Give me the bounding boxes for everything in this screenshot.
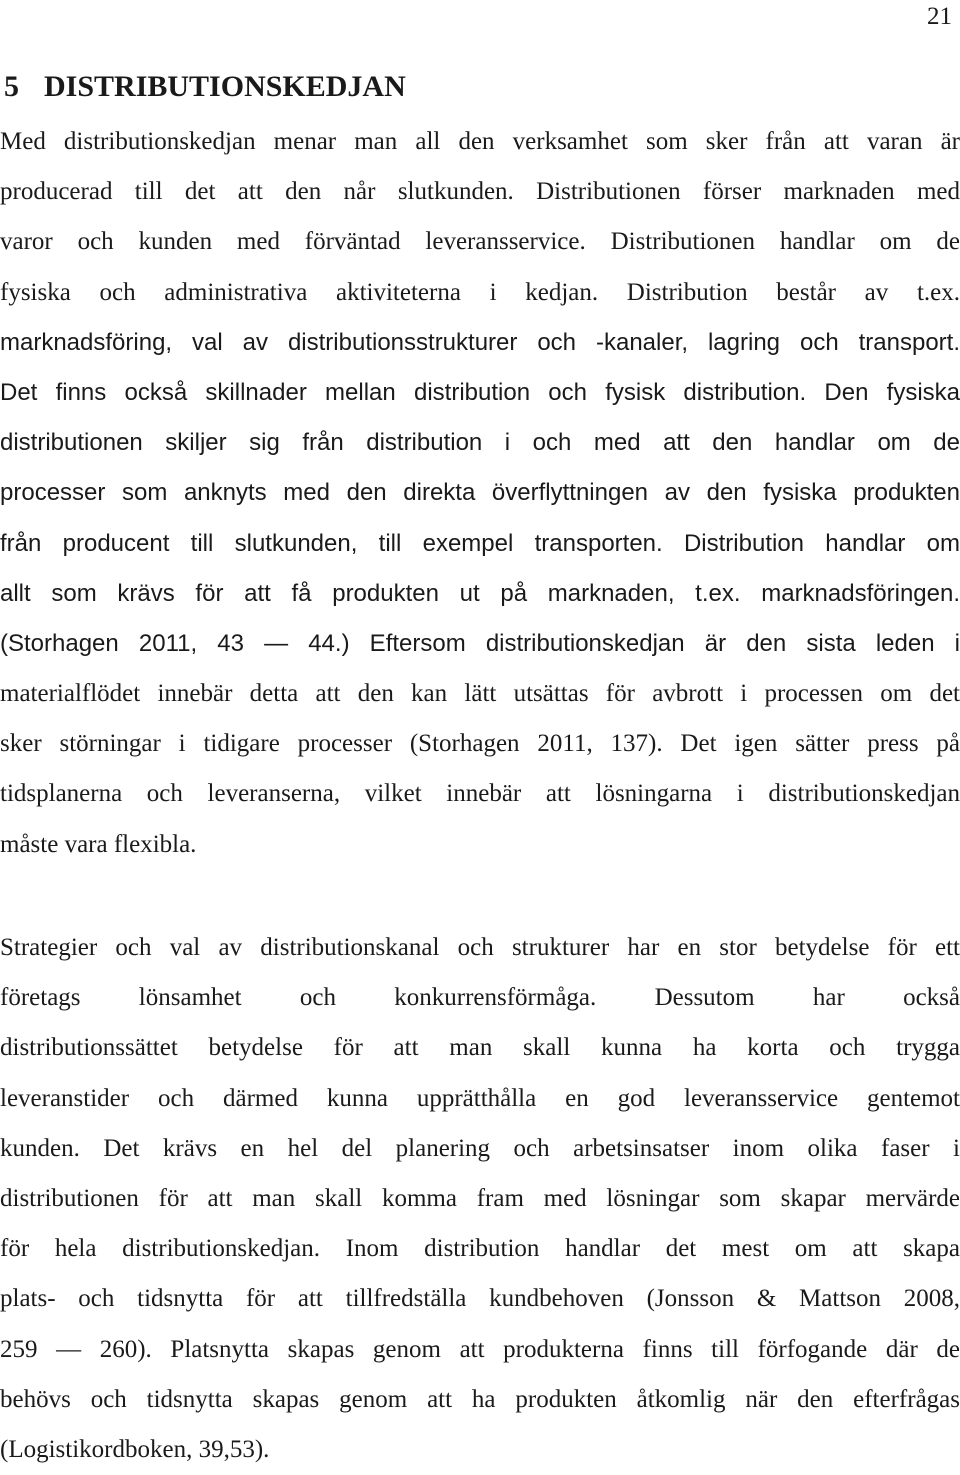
text-line: materialflödet innebär detta att den kan lätt utsättas för avbrott i processen om det — [0, 680, 960, 708]
text-line: distributionen skiljer sig från distribution i och med att den handlar om de — [0, 429, 960, 457]
text-line: Det finns också skillnader mellan distribution och fysisk distribution. Den fysiska — [0, 378, 960, 406]
text-line: Strategier och val av distributionskanal och strukturer har en stor betydelse för ett — [0, 934, 960, 961]
text-line: för hela distributionskedjan. Inom distribution handlar det mest om att skapa — [0, 1235, 960, 1263]
text-line: processer som anknyts med den direkta överflyttningen av den fysiska produkten — [0, 479, 960, 507]
text-line: marknadsföring, val av distributionsstrukturer och -kanaler, lagring och transport. — [0, 328, 960, 356]
text-line: Med distributionskedjan menar man all den verksamhet som sker från att varan är — [0, 128, 960, 155]
body-paragraph — [0, 117, 960, 870]
text-line: från producent till slutkunden, till exempel transporten. Distribution handlar om — [0, 529, 960, 557]
text-line: leveranstider och därmed kunna upprätthålla en god leveransservice gentemot — [0, 1084, 960, 1112]
section-heading — [4, 62, 406, 112]
text-line: distributionen för att man skall komma fram med lösningar som skapar mervärde — [0, 1184, 960, 1212]
text-line: kunden. Det krävs en hel del planering och arbetsinsatser inom olika faser i — [0, 1134, 960, 1162]
section-number: 5 — [4, 70, 19, 103]
text-line: 259 — 260). Platsnytta skapas genom att produkterna finns till förfogande där de — [0, 1335, 960, 1363]
text-line: tidsplanerna och leveranserna, vilket innebär att lösningarna i distributionskedjan — [0, 780, 960, 808]
text-line: distributionssättet betydelse för att man skall kunna ha korta och trygga — [0, 1034, 960, 1062]
text-line: (Storhagen 2011, 43 — 44.) Eftersom distributionskedjan är den sista leden i — [0, 629, 960, 657]
body-paragraph — [0, 923, 960, 1475]
text-line: behövs och tidsnytta skapas genom att ha produkten åtkomlig när den efterfrågas — [0, 1385, 960, 1413]
section-title: DISTRIBUTIONSKEDJAN — [44, 70, 406, 103]
text-line: (Logistikordboken, 39,53). — [0, 1435, 270, 1463]
text-line: producerad till det att den når slutkunden. Distributionen förser marknaden med — [0, 178, 960, 206]
text-line: varor och kunden med förväntad leveransservice. Distributionen handlar om de — [0, 228, 960, 256]
text-line: plats- och tidsnytta för att tillfredställa kundbehoven (Jonsson & Mattson 2008, — [0, 1285, 960, 1313]
text-line: måste vara flexibla. — [0, 830, 197, 858]
text-line: sker störningar i tidigare processer (Storhagen 2011, 137). Det igen sätter press på — [0, 730, 960, 758]
text-line: allt som krävs för att få produkten ut på marknaden, t.ex. marknadsföringen. — [0, 579, 960, 607]
page-number: 21 — [927, 3, 952, 30]
text-line: fysiska och administrativa aktiviteterna i kedjan. Distribution består av t.ex. — [0, 278, 960, 306]
text-line: företags lönsamhet och konkurrensförmåga. Dessutom har också — [0, 984, 960, 1012]
